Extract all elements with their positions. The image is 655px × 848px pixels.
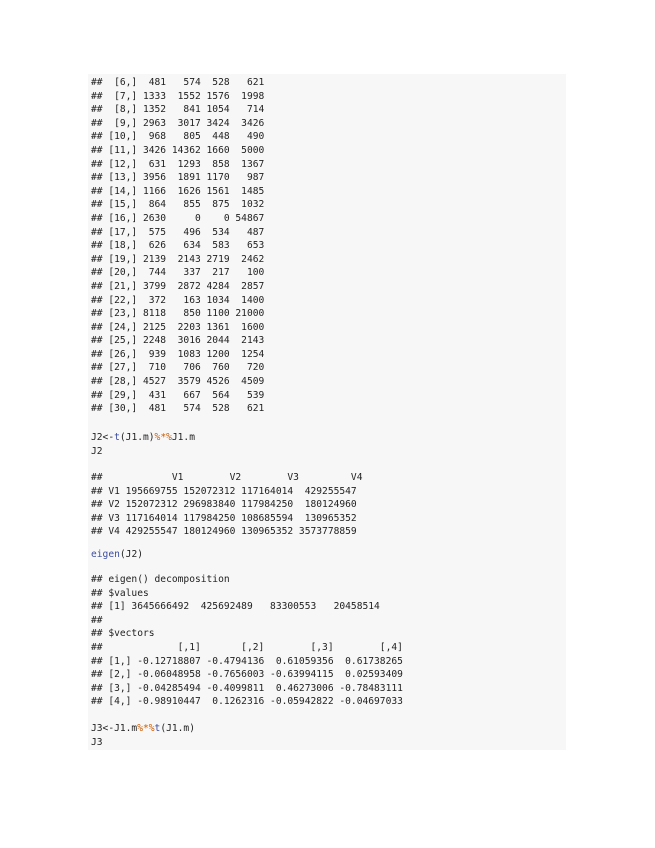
matrix-output-rows [88,76,264,416]
output-line: ## [15,] 864 855 875 1032 [91,199,265,211]
j2-matrix-output [88,471,362,539]
function-token: t [114,432,120,443]
output-line: ## [17,] 575 496 534 487 [91,226,265,238]
output-line: ## V4 429255547 180124960 130965352 3573778859 [91,526,357,538]
output-line: ## [16,] 2630 0 0 54867 [91,212,265,224]
code-token: (J2) [119,549,143,560]
output-line: ## V3 117164014 117984250 108685594 130965352 [91,512,357,524]
output-line: ## V1 V2 V3 V4 [91,472,363,483]
output-line: ## [3,] -0.04285494 -0.4099811 0.46273006 -0.78483111 [91,682,403,694]
output-line: ## [26,] 939 1083 1200 1254 [91,348,265,360]
code-token: J3 [91,736,103,748]
output-line: ## [19,] 2139 2143 2719 2462 [91,253,265,265]
output-line: ## [22,] 372 163 1034 1400 [91,294,265,306]
output-line: ## [30,] 481 574 528 621 [91,403,265,415]
output-line: ## [25,] 2248 3016 2044 2143 [91,335,265,347]
output-line: ## $values [91,587,149,599]
output-line: ## [,1] [,2] [,3] [,4] [91,641,403,653]
output-line: ## [91,614,109,626]
code-chunk-eigen [88,548,143,562]
operator-token: %*% [137,723,155,734]
output-line: ## [20,] 744 337 217 100 [91,267,265,279]
code-token: J1.m [171,432,195,443]
function-token: t [154,723,161,734]
eigen-decomposition-output [88,573,403,709]
r-markdown-code-region [88,74,566,750]
output-line: ## [13,] 3956 1891 1170 987 [91,172,265,184]
code-token: J2 [91,445,103,457]
output-line: ## [1,] -0.12718807 -0.4794136 0.61059356 0.61738265 [91,655,403,667]
output-line: ## [8,] 1352 841 1054 714 [91,104,265,116]
code-chunk-crossprod-j2 [88,431,195,458]
output-line: ## eigen() decomposition [91,574,230,585]
output-line: ## [28,] 4527 3579 4526 4509 [91,376,265,388]
output-line: ## [10,] 968 805 448 490 [91,131,265,143]
output-line: ## [29,] 431 667 564 539 [91,389,265,401]
code-token: (J1.m) [119,432,155,443]
output-line: ## [18,] 626 634 583 653 [91,240,265,252]
output-line: ## [24,] 2125 2203 1361 1600 [91,321,265,333]
operator-token: %*% [154,432,172,443]
code-token: J3<-J1.m [91,723,138,734]
output-line: ## [7,] 1333 1552 1576 1998 [91,90,265,102]
output-line: ## [1] 3645666492 425692489 83300553 20458514 [91,601,380,613]
output-line: ## [12,] 631 1293 858 1367 [91,158,265,170]
output-line: ## V1 195669755 152072312 117164014 429255547 [91,485,357,497]
code-chunk-tcrossprod-j3 [88,722,195,749]
output-line: ## $vectors [91,628,155,640]
output-line: ## [9,] 2963 3017 3424 3426 [91,117,265,129]
code-token: (J1.m) [160,723,195,734]
output-line: ## V2 152072312 296983840 117984250 180124960 [91,499,357,511]
output-line: ## [21,] 3799 2872 4284 2857 [91,280,265,292]
output-line: ## [27,] 710 706 760 720 [91,362,265,374]
output-line: ## [2,] -0.06048958 -0.7656003 -0.63994115 0.02593409 [91,669,403,681]
output-line: ## [14,] 1166 1626 1561 1485 [91,185,265,197]
function-token: eigen [91,549,120,560]
output-line: ## [23,] 8118 850 1100 21000 [91,308,265,320]
code-token: J2<- [91,432,115,443]
output-line: ## [6,] 481 574 528 621 [91,77,265,88]
output-line: ## [11,] 3426 14362 1660 5000 [91,144,265,156]
output-line: ## [4,] -0.98910447 0.1262316 -0.05942822 -0.04697033 [91,696,403,708]
